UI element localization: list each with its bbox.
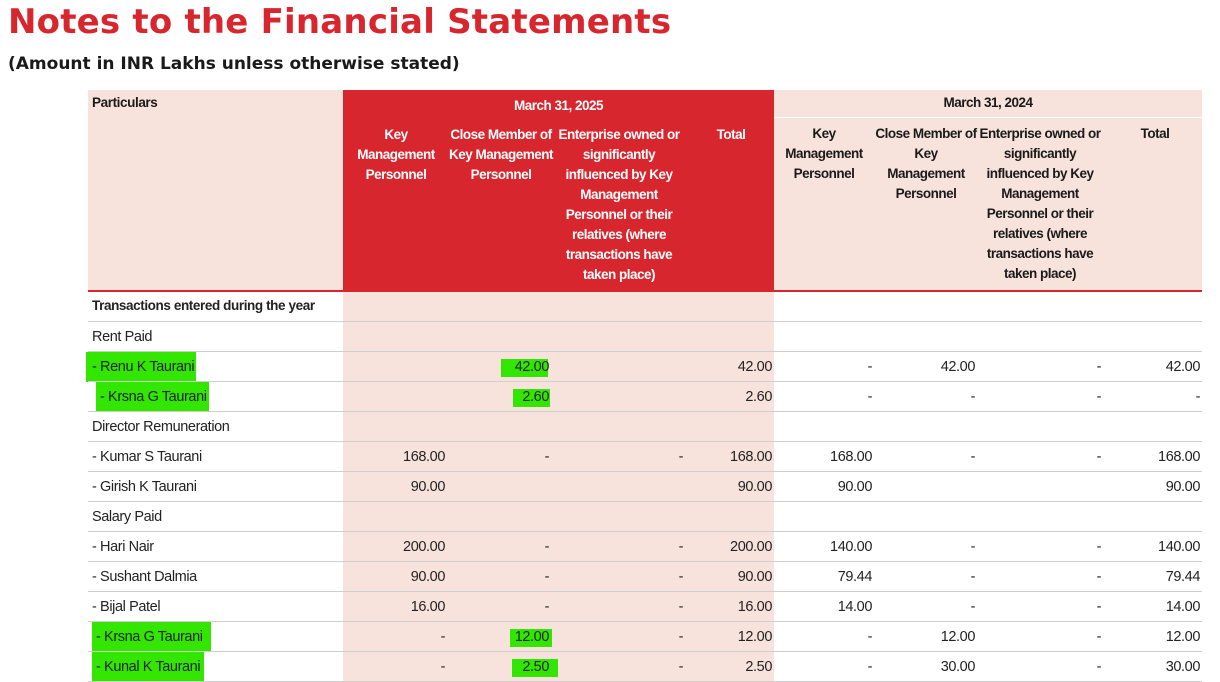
table-row — [88, 622, 1202, 652]
page-title: Notes to the Financial Statements — [8, 2, 672, 42]
table-cell: 90.00 — [737, 479, 772, 495]
table-cell: - — [867, 629, 872, 645]
table-cell: - — [544, 569, 549, 585]
row-label: - Hari Nair — [92, 539, 154, 555]
table-cell: 42.00 — [940, 359, 975, 375]
table-cell — [558, 352, 683, 382]
related-party-table — [88, 90, 1202, 682]
table-cell: 168.00 — [1158, 449, 1200, 465]
table-cell: 2.50 — [522, 659, 549, 675]
col-2025-total: Total — [716, 127, 746, 142]
table-cell: - — [970, 449, 975, 465]
table-cell: - — [440, 659, 445, 675]
table-cell: 12.00 — [1165, 629, 1200, 645]
col-2025-enterprise: Enterprise owned or significantly influenced by Key Management Personnel or their relatives (where transactions have taken place) — [558, 127, 680, 282]
row-label: - Krsna G Taurani — [96, 382, 209, 412]
table-cell: - — [678, 449, 683, 465]
table-row — [88, 562, 1202, 592]
table-cell: 12.00 — [940, 629, 975, 645]
table-cell: 168.00 — [403, 449, 445, 465]
table-cell: 2.50 — [745, 659, 772, 675]
table-cell: - — [544, 449, 549, 465]
table-cell: 42.00 — [1165, 359, 1200, 375]
table-cell: 140.00 — [1158, 539, 1200, 555]
group-row — [88, 322, 1202, 352]
group-salary-label: Salary Paid — [92, 509, 162, 525]
table-cell: 30.00 — [1165, 659, 1200, 675]
table-cell: - — [970, 599, 975, 615]
col-2024-kmp: Key Management Personnel — [785, 126, 863, 181]
table-cell: - — [867, 659, 872, 675]
table-row — [88, 532, 1202, 562]
table-cell — [448, 472, 549, 502]
col-2025-close-member: Close Member of Key Management Personnel — [448, 127, 554, 182]
table-cell: - — [1096, 569, 1101, 585]
table-cell: - — [678, 629, 683, 645]
col-2024-close-member: Close Member of Key Management Personnel — [875, 126, 977, 201]
table-cell: 2.60 — [745, 389, 772, 405]
table-cell — [350, 382, 445, 412]
table-cell — [558, 382, 683, 412]
row-label: - Sushant Dalmia — [92, 569, 197, 585]
table-cell: - — [440, 629, 445, 645]
group-row — [88, 412, 1202, 442]
table-cell: - — [678, 539, 683, 555]
table-row — [88, 442, 1202, 472]
group-rent-label: Rent Paid — [92, 329, 153, 345]
table-row — [88, 652, 1202, 682]
table-cell: - — [1096, 449, 1101, 465]
row-label: - Girish K Taurani — [92, 479, 197, 495]
particulars-header: Particulars — [92, 95, 158, 110]
table-cell: 140.00 — [830, 539, 872, 555]
table-cell: - — [678, 569, 683, 585]
table-cell: 12.00 — [737, 629, 772, 645]
table-cell: - — [544, 539, 549, 555]
row-label: - Renu K Taurani — [86, 352, 196, 382]
row-label: - Kunal K Taurani — [92, 652, 204, 682]
table-cell: 14.00 — [1165, 599, 1200, 615]
col-2024-enterprise: Enterprise owned or significantly influenced by Key Management Personnel or their relatives (where transactions have taken place) — [979, 126, 1101, 281]
period-2025-header: March 31, 2025 — [513, 98, 604, 113]
table-cell: - — [1096, 359, 1101, 375]
table-cell: - — [678, 599, 683, 615]
table-cell: - — [970, 389, 975, 405]
section-heading-row — [88, 291, 1202, 321]
table-cell: 2.60 — [522, 389, 549, 405]
row-label: - Kumar S Taurani — [92, 449, 202, 465]
table-cell: 16.00 — [410, 599, 445, 615]
table-cell: - — [678, 659, 683, 675]
table-cell — [874, 472, 975, 502]
table-cell: 90.00 — [410, 479, 445, 495]
row-label: - Krsna G Taurani — [92, 622, 211, 652]
group-row — [88, 502, 1202, 532]
col-2025-kmp: Key Management Personnel — [357, 127, 435, 182]
table-cell: 14.00 — [837, 599, 872, 615]
table-cell: 30.00 — [940, 659, 975, 675]
row-label: - Bijal Patel — [92, 599, 161, 615]
table-row — [88, 352, 1202, 382]
table-cell: 42.00 — [514, 359, 549, 375]
table-cell — [978, 472, 1101, 502]
table-cell — [350, 352, 445, 382]
table-cell: - — [1096, 389, 1101, 405]
table-cell: 90.00 — [737, 569, 772, 585]
table-cell: 200.00 — [403, 539, 445, 555]
col-2024-total: Total — [1140, 126, 1170, 141]
table-cell: 168.00 — [830, 449, 872, 465]
table-cell: - — [867, 359, 872, 375]
table-cell: 90.00 — [410, 569, 445, 585]
table-cell: 79.44 — [837, 569, 872, 585]
table-cell: 90.00 — [1165, 479, 1200, 495]
table-cell: - — [1096, 539, 1101, 555]
table-cell: 200.00 — [730, 539, 772, 555]
table-cell: - — [1195, 389, 1200, 405]
table-cell: 90.00 — [837, 479, 872, 495]
table-cell: 79.44 — [1165, 569, 1200, 585]
table-cell: 42.00 — [737, 359, 772, 375]
table-row — [88, 382, 1202, 412]
table-row — [88, 472, 1202, 502]
section-heading: Transactions entered during the year — [92, 298, 315, 313]
table-cell: 16.00 — [737, 599, 772, 615]
table-cell: - — [867, 389, 872, 405]
table-cell: - — [1096, 599, 1101, 615]
page-subtitle: (Amount in INR Lakhs unless otherwise stated) — [8, 54, 460, 74]
period-2024-header: March 31, 2024 — [943, 95, 1033, 110]
table-cell: - — [544, 599, 549, 615]
table-cell: 12.00 — [514, 629, 549, 645]
table-cell: 168.00 — [730, 449, 772, 465]
table-cell: - — [1096, 629, 1101, 645]
table-row — [88, 592, 1202, 622]
table-cell — [558, 472, 683, 502]
table-cell: - — [970, 539, 975, 555]
table-cell: - — [1096, 659, 1101, 675]
table-cell: - — [970, 569, 975, 585]
group-director-label: Director Remuneration — [92, 419, 230, 435]
